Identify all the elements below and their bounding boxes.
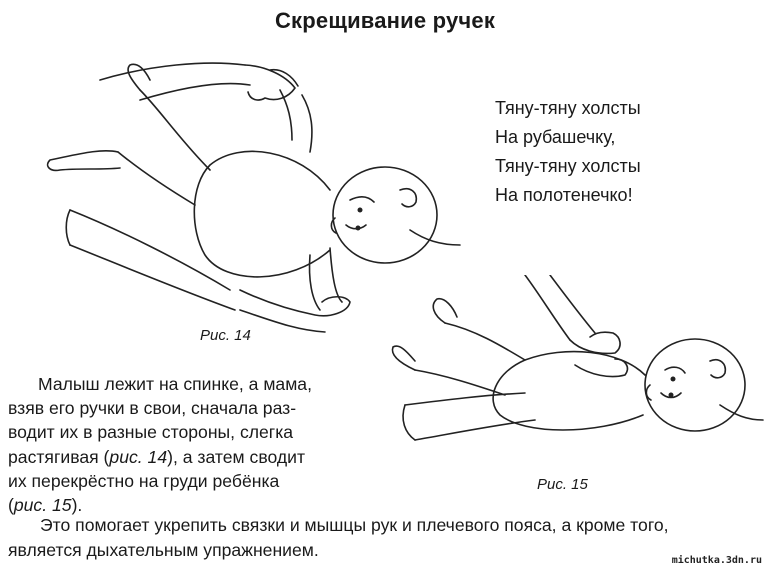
description-line: Малыш лежит на спинке, а мама,	[38, 374, 312, 394]
figure-reference: рис. 14	[109, 446, 168, 467]
poem-line: Тяну-тяну холсты	[495, 156, 641, 176]
poem-line: На рубашечку,	[495, 127, 616, 147]
text-span: растягивая (	[8, 446, 110, 467]
text-span: (	[8, 495, 14, 516]
page-title: Скрещивание ручек	[274, 8, 496, 33]
description-line: водит их в разные стороны, слегка	[8, 422, 294, 443]
description-line: их перекрёстно на груди ребёнка	[8, 470, 280, 491]
conclusion-line: Это помогает укрепить связки и мышцы рук и плечевого пояса, а кроме того,	[40, 515, 669, 535]
watermark: michutka.3dn.ru	[671, 555, 762, 566]
description-text	[8, 372, 312, 517]
poem-line: На полотенечко!	[495, 185, 633, 205]
figure-reference: рис. 15	[13, 495, 72, 516]
description-line: взяв его ручки в свои, сначала раз-	[8, 398, 297, 419]
poem	[495, 94, 641, 210]
figure-15-caption: Рис. 15	[537, 476, 588, 493]
text-span: ), а затем сводит	[167, 446, 306, 467]
conclusion-text	[8, 513, 669, 563]
description-line	[8, 445, 312, 469]
figure-14-caption: Рис. 14	[200, 327, 251, 344]
text-span: ).	[71, 495, 83, 516]
baby-arms-crossed-illustration	[375, 275, 765, 465]
poem-line: Тяну-тяну холсты	[495, 98, 641, 118]
conclusion-line: является дыхательным упражнением.	[8, 540, 319, 560]
